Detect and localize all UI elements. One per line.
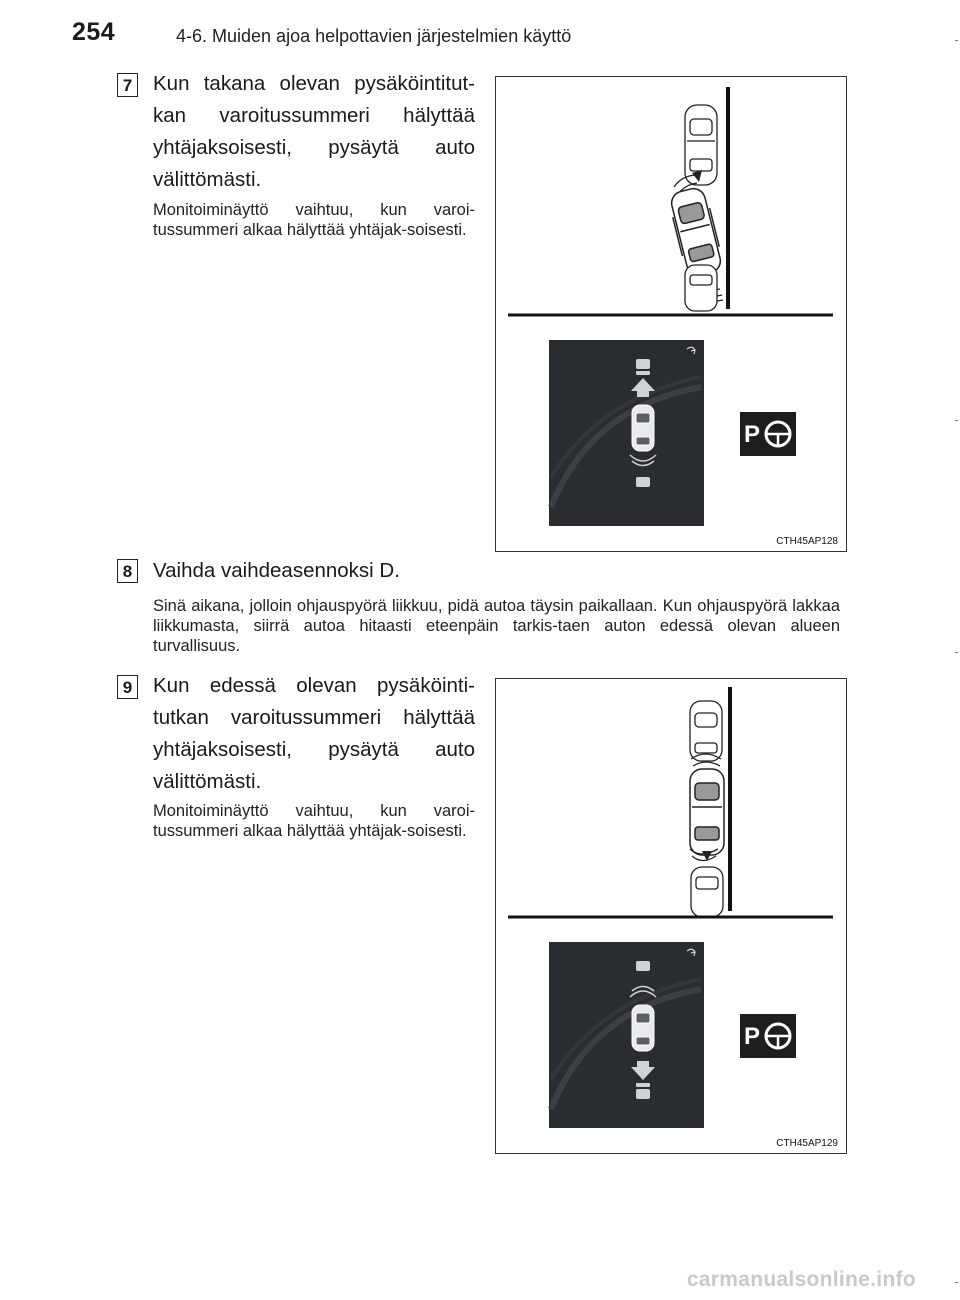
- figure-code: CTH45AP128: [776, 536, 838, 547]
- parking-assist-icon-letter: P: [744, 421, 761, 448]
- edge-mark: [955, 652, 958, 653]
- rear-warning-illustration: [496, 77, 846, 551]
- edge-mark: [955, 420, 958, 421]
- step-9-instruction: Kun edessä olevan pysäköinti-tutkan varoitussummeri hälyttää yhtäjaksoisesti, pysäytä auto välittömästi.: [153, 674, 475, 793]
- front-warning-illustration: [496, 679, 846, 1153]
- step-number-7: 7: [117, 73, 138, 97]
- step-7-note: Monitoiminäyttö vaihtuu, kun varoi-tussummeri alkaa hälyttää yhtäjak-soisesti.: [153, 201, 475, 239]
- section-title: 4-6. Muiden ajoa helpottavien järjestelmien käyttö: [176, 26, 572, 46]
- figure-code: CTH45AP129: [776, 1138, 838, 1149]
- step-9-note: Monitoiminäyttö vaihtuu, kun varoi-tussummeri alkaa hälyttää yhtäjak-soisesti.: [153, 802, 475, 840]
- step-7-instruction: Kun takana olevan pysäköintitut-kan varoitussummeri hälyttää yhtäjaksoisesti, pysäytä auto välittömästi.: [153, 72, 475, 191]
- step-number-8: 8: [117, 559, 138, 583]
- edge-mark: [955, 1282, 958, 1283]
- figure-rear-parking-warning: [495, 76, 847, 552]
- step-8-instruction: Vaihda vaihdeasennoksi D.: [153, 559, 400, 582]
- watermark: carmanualsonline.info: [686, 1268, 916, 1291]
- parking-assist-icon-letter: P: [744, 1023, 761, 1050]
- figure-front-parking-warning: [495, 678, 847, 1154]
- edge-mark: [955, 40, 958, 41]
- step-8-note: Sinä aikana, jolloin ohjauspyörä liikkuu, pidä autoa täysin paikallaan. Kun ohjauspyörä lakkaa liikkumasta, siirrä autoa hitaasti eteenpäin tarkis-taen auton edessä olevan alueen turvallisuus.: [153, 597, 840, 655]
- multi-information-display: [549, 942, 704, 1128]
- multi-information-display: [549, 340, 704, 526]
- step-number-9: 9: [117, 675, 138, 699]
- page-number: 254: [72, 18, 116, 46]
